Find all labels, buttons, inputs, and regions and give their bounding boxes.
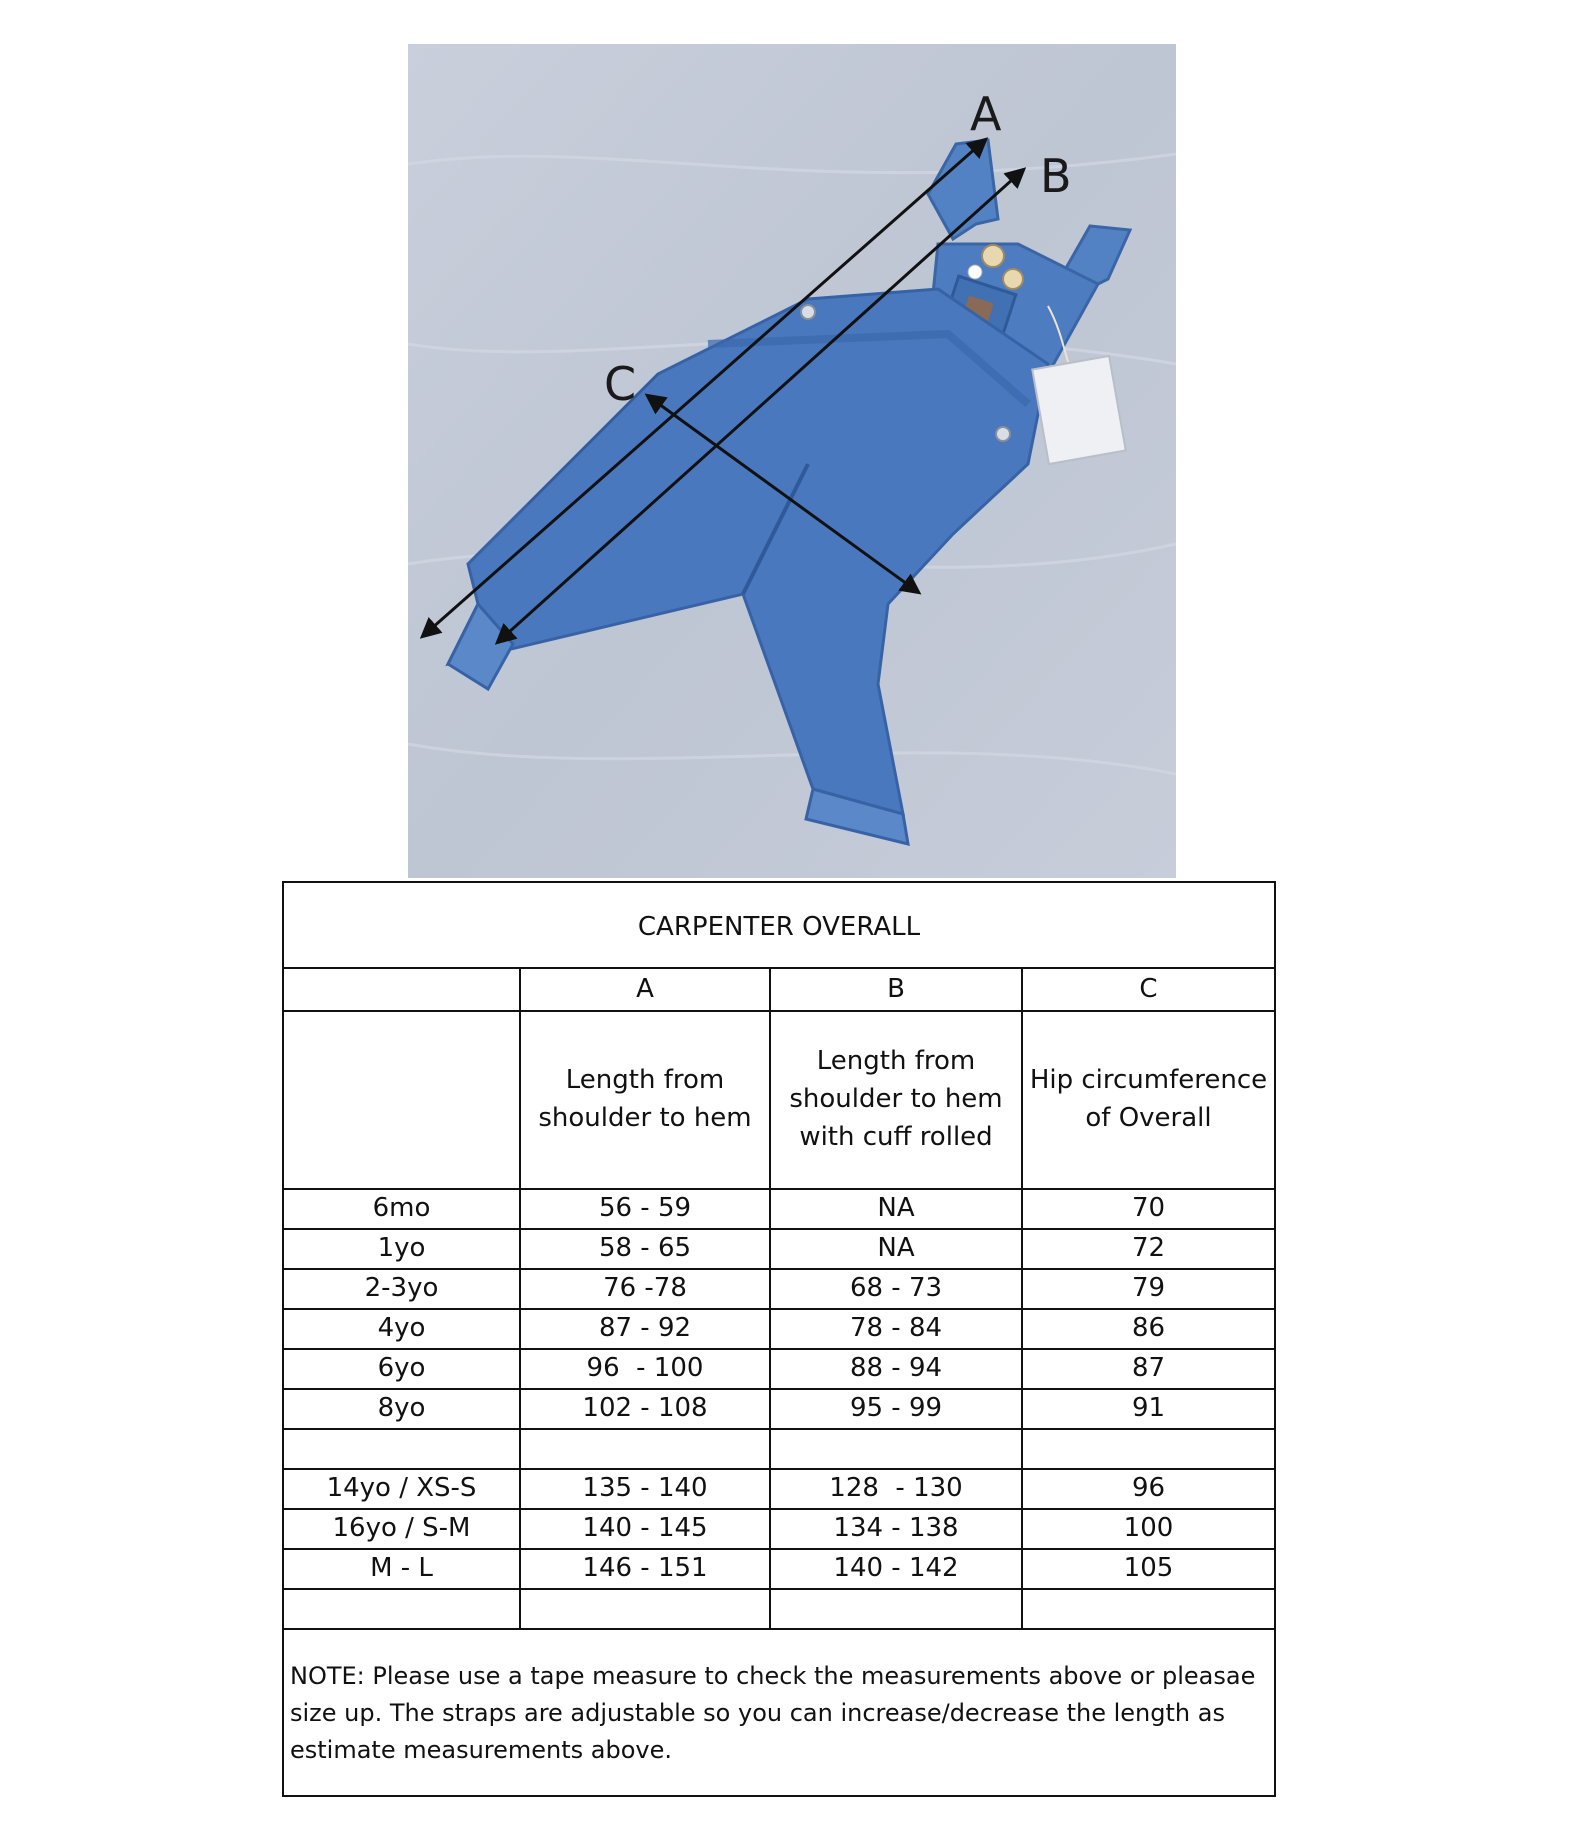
- table-row: [284, 1510, 1274, 1550]
- column-desc-a: Length from shoulder to hem: [521, 1012, 771, 1188]
- table-title-row: [284, 883, 1274, 969]
- value-b-cell: 68 - 73: [771, 1270, 1023, 1308]
- value-b-cell: 128 - 130: [771, 1470, 1023, 1508]
- table-row: [284, 1350, 1274, 1390]
- column-letter-c: C: [1139, 973, 1158, 1004]
- corner-cell: [284, 969, 521, 1010]
- column-letter-a: A: [521, 969, 771, 1010]
- corner-cell-desc: [284, 1012, 521, 1188]
- value-a-cell: 135 - 140: [521, 1470, 771, 1508]
- value-a-cell: 56 - 59: [521, 1190, 771, 1228]
- table-row: [284, 1230, 1274, 1270]
- column-letters-row: [284, 969, 1274, 1012]
- size-cell: 6mo: [284, 1190, 521, 1228]
- value-a-cell: 96 - 100: [521, 1350, 771, 1388]
- value-b-cell: NA: [771, 1230, 1023, 1268]
- size-cell: M - L: [284, 1550, 521, 1588]
- measurement-note: NOTE: Please use a tape measure to check the measurements above or pleasae size up. The straps are adjustable so you can increase/decrease the length as estimate measurements above.: [290, 1662, 1256, 1765]
- value-a-cell: 140 - 145: [521, 1510, 771, 1548]
- value-c-cell: 79: [1131, 1273, 1166, 1304]
- size-cell: 4yo: [284, 1310, 521, 1348]
- label-a: A: [970, 87, 1002, 141]
- label-c: C: [604, 357, 637, 411]
- value-c-cell: 87: [1131, 1353, 1166, 1384]
- table-row: [284, 1270, 1274, 1310]
- value-b-cell: NA: [771, 1190, 1023, 1228]
- size-cell: 14yo / XS-S: [284, 1470, 521, 1508]
- label-b: B: [1040, 149, 1072, 203]
- value-b-cell: 134 - 138: [771, 1510, 1023, 1548]
- value-c-cell: 96: [1131, 1473, 1166, 1504]
- value-a-cell: 87 - 92: [521, 1310, 771, 1348]
- value-a-cell: 76 -78: [521, 1270, 771, 1308]
- size-cell: 6yo: [284, 1350, 521, 1388]
- column-desc-b: Length from shoulder to hem with cuff rolled: [771, 1012, 1023, 1188]
- product-photo: [408, 44, 1176, 878]
- table-row-blank: [284, 1590, 1274, 1630]
- value-b-cell: 95 - 99: [771, 1390, 1023, 1428]
- value-c-cell: 86: [1131, 1313, 1166, 1344]
- size-cell: 2-3yo: [284, 1270, 521, 1308]
- size-cell: 16yo / S-M: [284, 1510, 521, 1548]
- size-cell: 8yo: [284, 1390, 521, 1428]
- value-b-cell: 140 - 142: [771, 1550, 1023, 1588]
- table-row: [284, 1390, 1274, 1430]
- value-c-cell: 70: [1131, 1193, 1166, 1224]
- value-b-cell: 78 - 84: [771, 1310, 1023, 1348]
- value-c-cell: 91: [1131, 1393, 1166, 1424]
- table-row: [284, 1470, 1274, 1510]
- value-b-cell: 88 - 94: [771, 1350, 1023, 1388]
- overall-illustration: [408, 44, 1176, 878]
- size-cell: 1yo: [284, 1230, 521, 1268]
- table-row: [284, 1190, 1274, 1230]
- table-title: CARPENTER OVERALL: [637, 912, 921, 942]
- value-a-cell: 102 - 108: [521, 1390, 771, 1428]
- column-desc-c: Hip circumference of Overall: [1029, 1065, 1268, 1133]
- table-row-blank: [284, 1430, 1274, 1470]
- value-a-cell: 58 - 65: [521, 1230, 771, 1268]
- value-c-cell: 100: [1123, 1513, 1174, 1544]
- value-c-cell: 105: [1123, 1553, 1174, 1584]
- value-c-cell: 72: [1131, 1233, 1166, 1264]
- size-chart-table: [282, 881, 1276, 1797]
- value-a-cell: 146 - 151: [521, 1550, 771, 1588]
- column-letter-b: B: [771, 969, 1023, 1010]
- table-row: [284, 1550, 1274, 1590]
- table-row: [284, 1310, 1274, 1350]
- column-descriptions-row: [284, 1012, 1274, 1190]
